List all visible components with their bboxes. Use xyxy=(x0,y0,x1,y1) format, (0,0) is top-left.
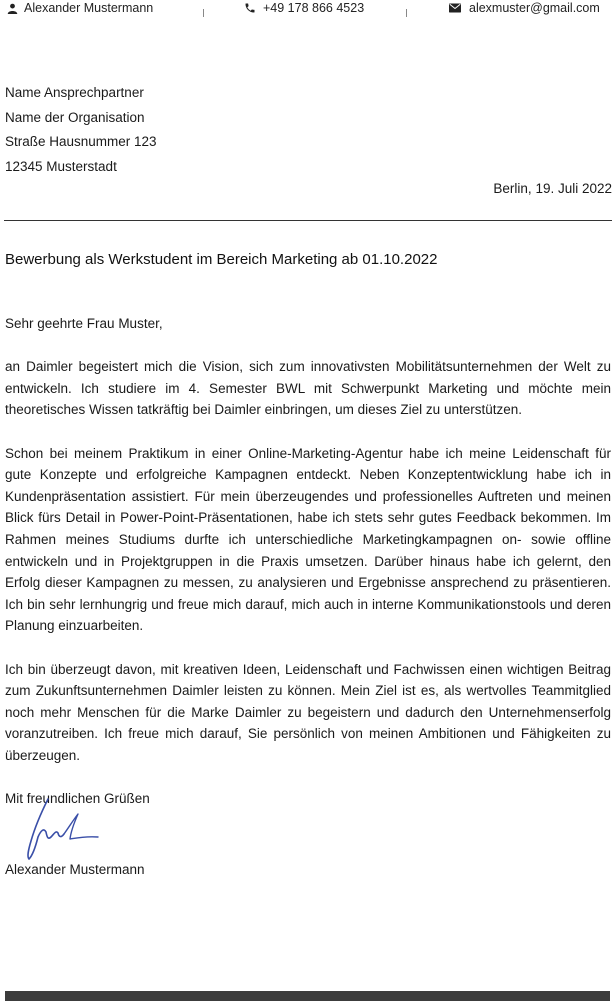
header-separator xyxy=(406,9,407,17)
handwritten-signature xyxy=(14,797,106,866)
body-paragraph: an Daimler begeistert mich die Vision, sich zum innovativsten Mobilitätsunternehmen der Welt zu entwickeln. Ich studiere im 4. Semester BWL mit Schwerpunkt Marketing und möchte mein theoretisches Wissen tatkräftig bei Daimler einbringen, um dieses Ziel zu unterstützen. xyxy=(5,359,611,418)
recipient-street: Straße Hausnummer 123 xyxy=(5,134,157,150)
header-email[interactable] xyxy=(449,1,600,15)
header-phone-text: +49 178 866 4523 xyxy=(263,1,365,15)
envelope-icon xyxy=(449,3,461,13)
header-phone[interactable] xyxy=(244,1,364,15)
footer-bar xyxy=(5,991,610,1001)
header-divider xyxy=(4,220,612,221)
recipient-contact: Name Ansprechpartner xyxy=(5,85,144,100)
recipient-organisation: Name der Organisation xyxy=(5,109,145,125)
header-email-text: alexmuster@gmail.com xyxy=(469,1,600,15)
header-name xyxy=(7,1,153,15)
phone-icon xyxy=(244,2,256,14)
header-name-text: Alexander Mustermann xyxy=(24,1,154,15)
header-separator xyxy=(203,9,204,17)
body-paragraph: Schon bei meinem Praktikum in einer Online-Marketing-Agentur habe ich meine Leidenschaft für gute Konzepte und erfolgreiche Kampagnen entdeckt. Neben Konzeptentwicklung habe ich in Kundenpräsentation assistiert. Für mein überzeugendes und professionelles Auftreten und meinen Blick fürs Detail in Power-Point-Präsentationen, habe ich stets sehr gutes Feedback bekommen. Im Rahmen meines Studiums durfte ich unterschiedliche Marketingkampagnen on- sowie offline entwickeln und in Projektgruppen in die Praxis umsetzen. Darüber hinaus habe ich gelernt, den Erfolg dieser Kampagnen zu messen, zu analysieren und Ergebnisse ansprechend zu präsentieren. Ich bin sehr lernhungrig und freue mich darauf, mich auch in interne Kommunikationstools und deren Planung einzuarbeiten. xyxy=(5,445,611,634)
letter-date: Berlin, 19. Juli 2022 xyxy=(493,181,612,196)
person-icon xyxy=(7,3,18,14)
letter-header xyxy=(0,0,616,20)
letter-body xyxy=(5,313,611,831)
signature-name: Alexander Mustermann xyxy=(5,862,145,877)
recipient-city: 12345 Musterstadt xyxy=(5,159,117,175)
closing: Mit freundlichen Grüßen xyxy=(5,791,150,807)
letter-subject: Bewerbung als Werkstudent im Bereich Marketing ab 01.10.2022 xyxy=(5,251,438,268)
salutation: Sehr geehrte Frau Muster, xyxy=(5,316,163,331)
recipient-address xyxy=(5,81,157,180)
body-paragraph: Ich bin überzeugt davon, mit kreativen Ideen, Leidenschaft und Fachwissen einen wichtigen Beitrag zum Zukunftsunternehmen Daimler leisten zu können. Mein Ziel ist es, als wertvolles Teammitglied noch mehr Menschen für die Marke Daimler zu begeistern und dadurch den Unternehmenserfolg voranzutreiben. Ich freue mich darauf, Sie persönlich von meinen Ambitionen und Fähigkeiten zu überzeugen. xyxy=(5,661,611,763)
